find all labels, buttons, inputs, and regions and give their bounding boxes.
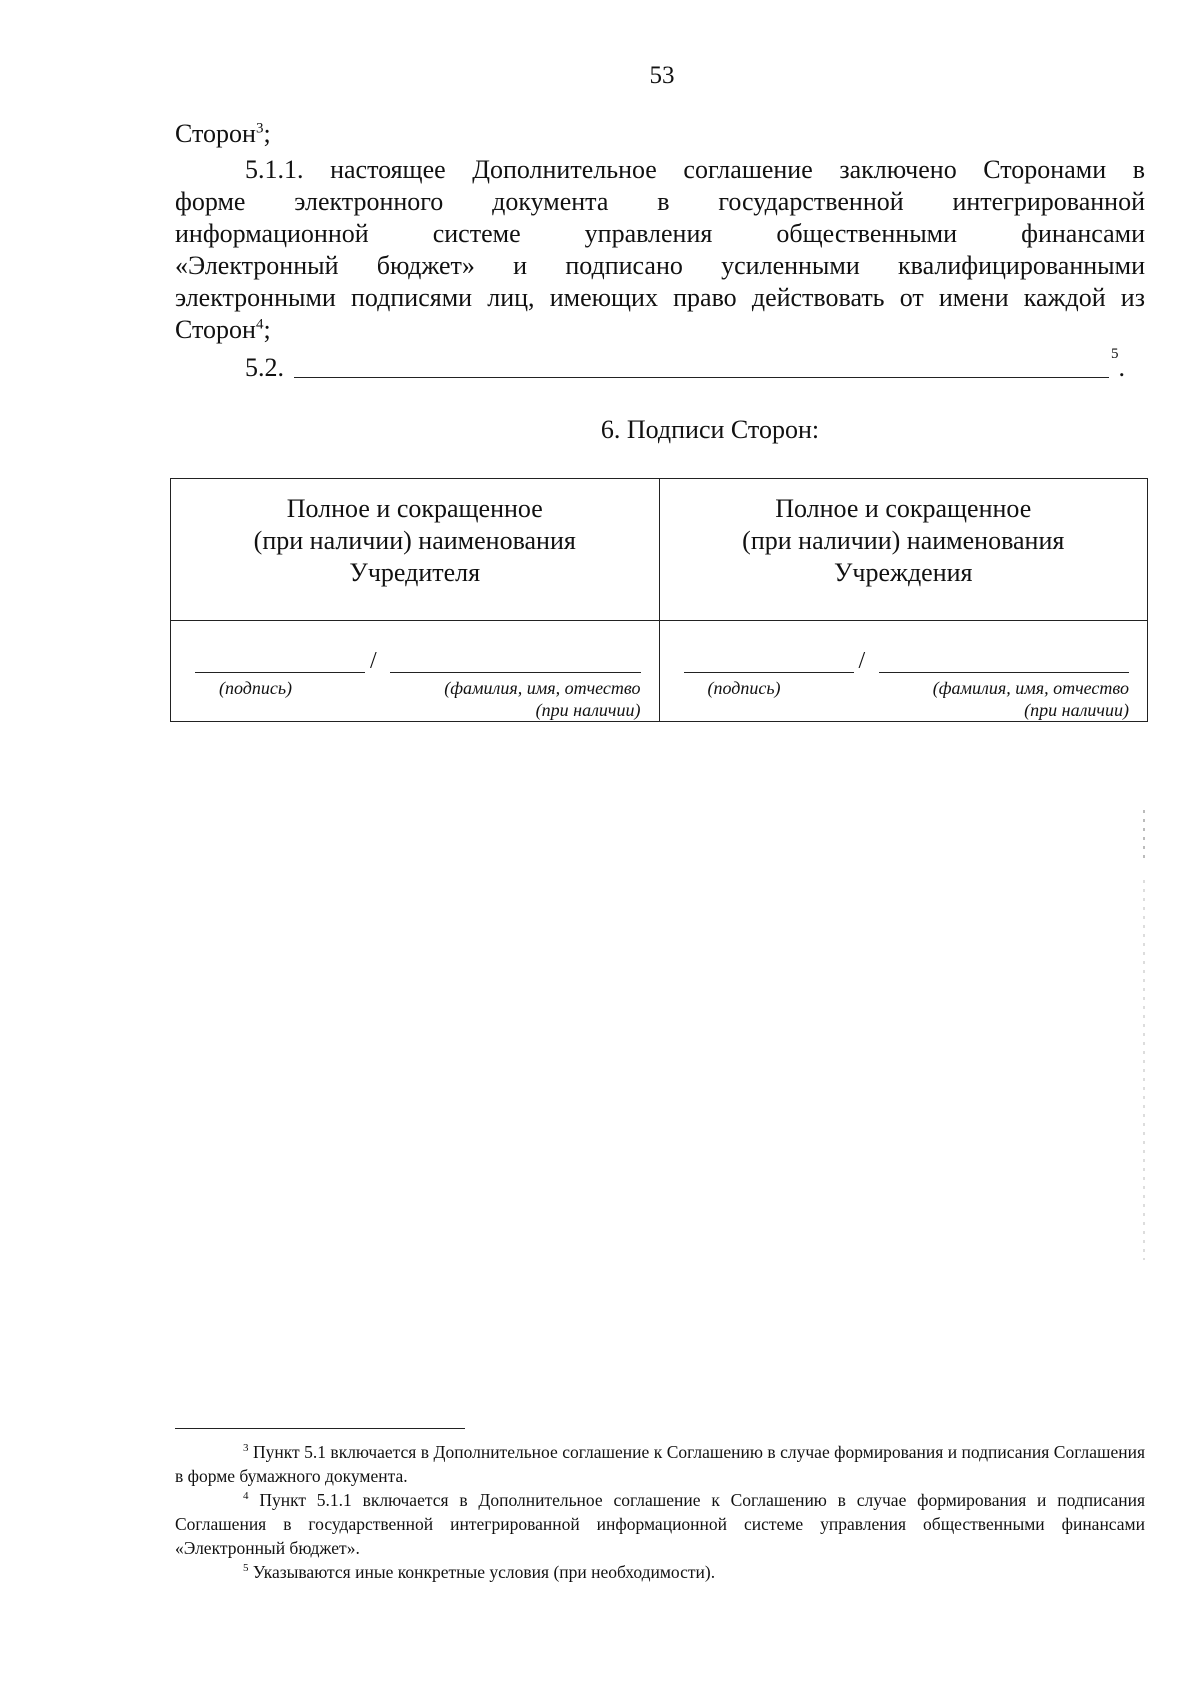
founder-signature-row [195,643,641,673]
clause-5-1-1 [175,154,1145,346]
clause-511-line-4: «Электронный бюджет» и подписано усиленными квалифицированными [175,251,1145,280]
footnote-ref-4: 4 [255,316,264,333]
institution-name-line[interactable] [879,672,1130,673]
institution-header-line-3: Учреждения [833,558,973,587]
institution-header-line-1: Полное и сокращенное [775,494,1032,523]
institution-name-caption-line-2: (при наличии) [1024,700,1129,720]
founder-name-line[interactable] [390,672,641,673]
institution-signature-caption: (подпись) [707,678,781,698]
founder-header-line-3: Учредителя [349,558,481,587]
clause-511-tail: ; [263,315,271,344]
footnote-3 [175,1440,1145,1488]
founder-signature-caption: (подпись) [219,678,293,698]
institution-header-line-2: (при наличии) наименования [742,526,1065,555]
page-number: 53 [649,62,675,89]
clause-5-2 [245,346,1125,384]
clause-511-line-1: 5.1.1. настоящее Дополнительное соглашение заключено Сторонами в [245,155,1145,184]
clause-511-line-5: электронными подписями лиц, имеющих право действовать от имени каждой из [175,283,1145,312]
clause-52-tail: . [1118,353,1125,382]
clause-52-blank-line [294,351,1109,378]
clause-511-line-6 [175,314,1145,346]
footnote-3-text: Пункт 5.1 включается в Дополнительное соглашение к Соглашению в случае формирования и подписания Соглашения в форме бумажного документа. [175,1442,1146,1486]
signature-table [170,478,1148,722]
founder-signature-line[interactable] [195,672,365,673]
clause-511-last-word: Сторон [175,315,256,344]
founder-slash: / [370,648,377,674]
institution-signature-cell [659,621,1148,722]
founder-name-caption-line-2: (при наличии) [535,700,641,720]
institution-signature-row [684,643,1130,673]
founder-header-line-1: Полное и сокращенное [286,494,543,523]
founder-name-caption-line-1: (фамилия, имя, отчество [444,678,641,698]
footnote-ref-3: 3 [255,120,264,137]
scan-artifact [1143,810,1145,860]
institution-signature-line[interactable] [684,672,854,673]
section-title: 6. Подписи Сторон: [600,415,820,444]
continuation-word: Сторон [175,119,256,148]
footnote-5-text: Указываются иные конкретные условия (при необходимости). [252,1562,716,1582]
institution-slash: / [858,648,866,674]
founder-header-line-2: (при наличии) наименования [253,526,576,555]
footnote-4 [175,1488,1145,1560]
footnote-3-number: 3 [243,1442,249,1455]
clause-52-number: 5.2. [245,353,284,382]
scan-artifact [1143,880,1145,1260]
founder-name-caption [444,677,640,721]
footnote-4-number: 4 [243,1490,249,1503]
continuation-tail: ; [263,119,271,148]
clause-511-line-3: информационной системе управления общественными финансами [175,219,1145,248]
institution-name-caption [933,677,1129,721]
continuation-text [175,118,1145,150]
institution-name-caption-line-1: (фамилия, имя, отчество [932,678,1129,698]
footnote-5 [175,1560,1145,1584]
footnote-ref-5: 5 [1111,346,1119,362]
clause-511-line-2: форме электронного документа в государственной интегрированной [175,187,1145,216]
footnote-5-number: 5 [243,1562,249,1575]
institution-name-cell [659,479,1148,621]
founder-name-cell [171,479,660,621]
founder-signature-cell [171,621,660,722]
footnote-4-text: Пункт 5.1.1 включается в Дополнительное соглашение к Соглашению в случае формирования и подписания Соглашения в государственной интегрированной информационной системе управления общественными финансами «Электронный бюджет». [175,1490,1145,1558]
footnote-separator [175,1428,465,1429]
